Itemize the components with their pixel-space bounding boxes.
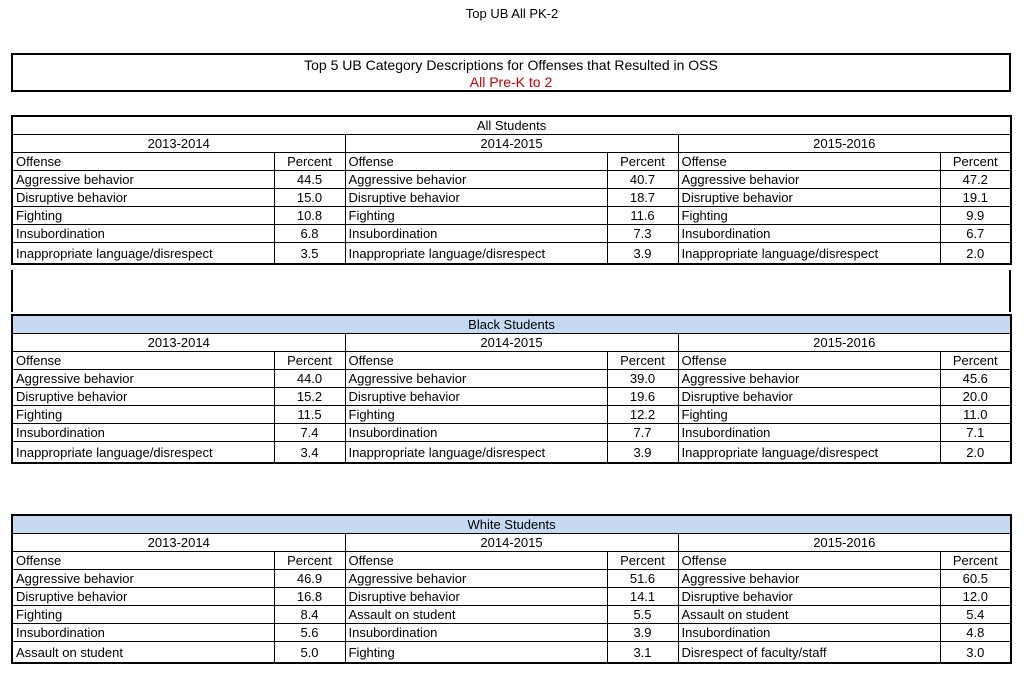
section-table xyxy=(11,514,1012,664)
section-gap xyxy=(11,270,1011,312)
offense-cell: Insubordination xyxy=(345,624,607,642)
offense-cell: Disruptive behavior xyxy=(345,189,607,207)
offense-cell: Disruptive behavior xyxy=(12,388,274,406)
percent-cell: 15.0 xyxy=(274,189,345,207)
offense-cell: Aggressive behavior xyxy=(678,570,940,588)
table-row xyxy=(12,207,1011,225)
offense-cell: Assault on student xyxy=(345,606,607,624)
report-title: Top 5 UB Category Descriptions for Offenses that Resulted in OSS xyxy=(304,57,718,73)
percent-cell: 45.6 xyxy=(940,370,1011,388)
percent-cell: 7.3 xyxy=(607,225,678,243)
percent-cell: 46.9 xyxy=(274,570,345,588)
offense-cell: Disruptive behavior xyxy=(12,588,274,606)
percent-cell: 6.7 xyxy=(940,225,1011,243)
percent-cell: 47.2 xyxy=(940,171,1011,189)
percent-cell: 3.9 xyxy=(607,243,678,265)
offense-cell: Fighting xyxy=(678,207,940,225)
percent-cell: 51.6 xyxy=(607,570,678,588)
table-row xyxy=(12,624,1011,642)
offense-column-header: Offense xyxy=(12,153,274,171)
offense-cell: Aggressive behavior xyxy=(678,370,940,388)
percent-cell: 11.5 xyxy=(274,406,345,424)
offense-cell: Insubordination xyxy=(678,225,940,243)
section-header: All Students xyxy=(12,116,1011,135)
offense-cell: Aggressive behavior xyxy=(345,370,607,388)
section-table xyxy=(11,115,1012,265)
offense-cell: Aggressive behavior xyxy=(12,370,274,388)
offense-cell: Inappropriate language/disrespect xyxy=(12,442,274,464)
table-row xyxy=(12,424,1011,442)
offense-cell: Insubordination xyxy=(12,624,274,642)
year-header: 2013-2014 xyxy=(12,534,345,552)
percent-cell: 44.0 xyxy=(274,370,345,388)
percent-cell: 20.0 xyxy=(940,388,1011,406)
percent-cell: 39.0 xyxy=(607,370,678,388)
offense-column-header: Offense xyxy=(678,552,940,570)
report-subtitle: All Pre-K to 2 xyxy=(469,74,553,90)
percent-cell: 3.9 xyxy=(607,624,678,642)
offense-cell: Disruptive behavior xyxy=(345,588,607,606)
year-header: 2014-2015 xyxy=(345,135,678,153)
offense-cell: Disruptive behavior xyxy=(345,388,607,406)
offense-cell: Inappropriate language/disrespect xyxy=(678,243,940,265)
offense-cell: Aggressive behavior xyxy=(12,171,274,189)
year-header: 2013-2014 xyxy=(12,135,345,153)
percent-cell: 60.5 xyxy=(940,570,1011,588)
offense-cell: Disrespect of faculty/staff xyxy=(678,642,940,664)
section-table xyxy=(11,314,1012,464)
offense-cell: Fighting xyxy=(345,642,607,664)
year-header: 2015-2016 xyxy=(678,334,1011,352)
percent-cell: 7.4 xyxy=(274,424,345,442)
offense-column-header: Offense xyxy=(12,352,274,370)
percent-column-header: Percent xyxy=(607,552,678,570)
percent-column-header: Percent xyxy=(607,352,678,370)
percent-cell: 5.6 xyxy=(274,624,345,642)
section-header: Black Students xyxy=(12,315,1011,334)
percent-cell: 19.1 xyxy=(940,189,1011,207)
offense-cell: Insubordination xyxy=(345,225,607,243)
percent-column-header: Percent xyxy=(940,352,1011,370)
offense-cell: Inappropriate language/disrespect xyxy=(12,243,274,265)
table-row xyxy=(12,606,1011,624)
table-row xyxy=(12,570,1011,588)
percent-cell: 12.2 xyxy=(607,406,678,424)
offense-cell: Disruptive behavior xyxy=(678,388,940,406)
offense-cell: Aggressive behavior xyxy=(345,171,607,189)
offense-cell: Aggressive behavior xyxy=(678,171,940,189)
percent-cell: 8.4 xyxy=(274,606,345,624)
percent-column-header: Percent xyxy=(940,552,1011,570)
table-row xyxy=(12,442,1011,464)
page-title: Top UB All PK-2 xyxy=(465,6,559,21)
table-row xyxy=(12,189,1011,207)
offense-cell: Fighting xyxy=(12,406,274,424)
offense-column-header: Offense xyxy=(345,153,607,171)
percent-cell: 3.5 xyxy=(274,243,345,265)
percent-cell: 44.5 xyxy=(274,171,345,189)
offense-cell: Aggressive behavior xyxy=(12,570,274,588)
table-row xyxy=(12,642,1011,664)
section-header: White Students xyxy=(12,515,1011,534)
offense-cell: Insubordination xyxy=(12,225,274,243)
offense-column-header: Offense xyxy=(345,352,607,370)
percent-column-header: Percent xyxy=(274,153,345,171)
offense-cell: Disruptive behavior xyxy=(12,189,274,207)
offense-cell: Insubordination xyxy=(345,424,607,442)
offense-cell: Insubordination xyxy=(12,424,274,442)
percent-cell: 5.4 xyxy=(940,606,1011,624)
percent-cell: 11.6 xyxy=(607,207,678,225)
percent-cell: 9.9 xyxy=(940,207,1011,225)
table-row xyxy=(12,243,1011,265)
percent-cell: 12.0 xyxy=(940,588,1011,606)
offense-cell: Aggressive behavior xyxy=(345,570,607,588)
percent-cell: 10.8 xyxy=(274,207,345,225)
year-header: 2014-2015 xyxy=(345,534,678,552)
offense-cell: Fighting xyxy=(678,406,940,424)
percent-cell: 3.4 xyxy=(274,442,345,464)
offense-cell: Disruptive behavior xyxy=(678,189,940,207)
percent-column-header: Percent xyxy=(274,352,345,370)
percent-cell: 7.7 xyxy=(607,424,678,442)
percent-cell: 14.1 xyxy=(607,588,678,606)
percent-cell: 11.0 xyxy=(940,406,1011,424)
table-row xyxy=(12,406,1011,424)
percent-cell: 16.8 xyxy=(274,588,345,606)
table-row xyxy=(12,388,1011,406)
table-row xyxy=(12,370,1011,388)
percent-cell: 3.9 xyxy=(607,442,678,464)
offense-column-header: Offense xyxy=(345,552,607,570)
table-row xyxy=(12,171,1011,189)
table-row xyxy=(12,588,1011,606)
offense-cell: Inappropriate language/disrespect xyxy=(678,442,940,464)
offense-cell: Fighting xyxy=(345,406,607,424)
offense-column-header: Offense xyxy=(678,352,940,370)
percent-cell: 7.1 xyxy=(940,424,1011,442)
report-title-box xyxy=(11,53,1011,92)
offense-cell: Insubordination xyxy=(678,424,940,442)
percent-cell: 4.8 xyxy=(940,624,1011,642)
offense-cell: Inappropriate language/disrespect xyxy=(345,243,607,265)
percent-cell: 5.5 xyxy=(607,606,678,624)
offense-cell: Insubordination xyxy=(678,624,940,642)
percent-column-header: Percent xyxy=(274,552,345,570)
offense-cell: Fighting xyxy=(12,207,274,225)
offense-cell: Fighting xyxy=(345,207,607,225)
percent-cell: 15.2 xyxy=(274,388,345,406)
percent-cell: 6.8 xyxy=(274,225,345,243)
offense-column-header: Offense xyxy=(12,552,274,570)
year-header: 2015-2016 xyxy=(678,534,1011,552)
offense-column-header: Offense xyxy=(678,153,940,171)
offense-cell: Assault on student xyxy=(12,642,274,664)
percent-cell: 5.0 xyxy=(274,642,345,664)
percent-column-header: Percent xyxy=(607,153,678,171)
percent-cell: 3.0 xyxy=(940,642,1011,664)
offense-cell: Inappropriate language/disrespect xyxy=(345,442,607,464)
year-header: 2014-2015 xyxy=(345,334,678,352)
offense-cell: Fighting xyxy=(12,606,274,624)
offense-cell: Assault on student xyxy=(678,606,940,624)
percent-cell: 40.7 xyxy=(607,171,678,189)
percent-column-header: Percent xyxy=(940,153,1011,171)
percent-cell: 19.6 xyxy=(607,388,678,406)
percent-cell: 2.0 xyxy=(940,243,1011,265)
offense-cell: Disruptive behavior xyxy=(678,588,940,606)
percent-cell: 18.7 xyxy=(607,189,678,207)
table-row xyxy=(12,225,1011,243)
percent-cell: 2.0 xyxy=(940,442,1011,464)
year-header: 2015-2016 xyxy=(678,135,1011,153)
percent-cell: 3.1 xyxy=(607,642,678,664)
year-header: 2013-2014 xyxy=(12,334,345,352)
